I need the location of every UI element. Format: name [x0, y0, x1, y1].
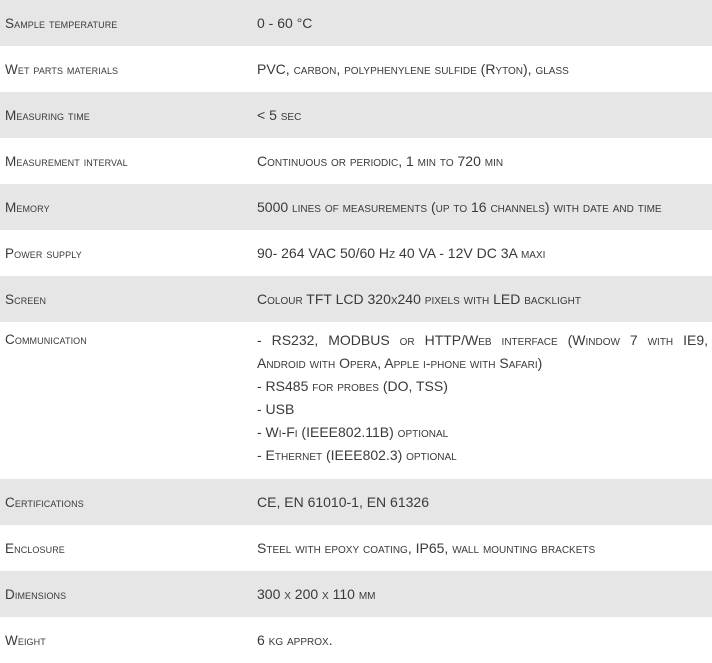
spec-row-certifications [0, 479, 712, 525]
spec-value-line: - RS485 for probes (DO, TSS) [257, 378, 448, 394]
spec-row-communication [0, 322, 712, 479]
spec-row-measuring-time [0, 92, 712, 138]
spec-value: < 5 sec [257, 106, 302, 123]
spec-value-line: - Wi-Fi (IEEE802.11B) optional [257, 424, 449, 440]
spec-value: 90- 264 VAC 50/60 Hz 40 VA - 12V DC 3A maxi [257, 244, 546, 261]
spec-label: Certifications [5, 494, 84, 510]
spec-label: Wet parts materials [5, 61, 119, 77]
spec-label: Screen [5, 291, 47, 307]
spec-value: 300 x 200 x 110 mm [257, 585, 376, 602]
spec-label: Enclosure [5, 540, 65, 556]
spec-value: PVC, carbon, polyphenylene sulfide (Ryton), glass [257, 60, 569, 77]
spec-value-line: - RS232, MODBUS or HTTP/Web interface (Window 7 with IE9, [257, 332, 708, 348]
spec-row-memory [0, 184, 712, 230]
spec-row-measurement-interval [0, 138, 712, 184]
spec-row-wet-parts-materials [0, 46, 712, 92]
spec-row-weight [0, 617, 712, 663]
spec-label: Dimensions [5, 586, 67, 602]
spec-label: Measurement interval [5, 153, 128, 169]
spec-label: Memory [5, 199, 50, 215]
spec-value: CE, EN 61010-1, EN 61326 [257, 493, 429, 510]
spec-label: Measuring time [5, 107, 90, 123]
spec-value-list [257, 329, 712, 467]
spec-label: Weight [5, 632, 46, 648]
spec-value: Continuous or periodic, 1 min to 720 min [257, 152, 504, 169]
spec-value: Steel with epoxy coating, IP65, wall mounting brackets [257, 539, 596, 556]
spec-value: 0 - 60 °C [257, 14, 313, 31]
spec-label: Power supply [5, 245, 82, 261]
spec-row-sample-temperature [0, 0, 712, 46]
spec-value: 5000 lines of measurements (up to 16 channels) with date and time [257, 198, 662, 215]
spec-value: Colour TFT LCD 320x240 pixels with LED backlight [257, 290, 581, 307]
spec-value: 6 kg approx. [257, 631, 333, 648]
spec-row-dimensions [0, 571, 712, 617]
spec-value-line: - Ethernet (IEEE802.3) optional [257, 447, 457, 463]
spec-label: Communication [5, 332, 87, 347]
spec-value-line: Android with Opera, Apple i-phone with Safari) [257, 355, 543, 371]
spec-row-screen [0, 276, 712, 322]
spec-row-enclosure [0, 525, 712, 571]
spec-label: Sample temperature [5, 15, 118, 31]
spec-value-line: - USB [257, 401, 295, 417]
spec-row-power-supply [0, 230, 712, 276]
